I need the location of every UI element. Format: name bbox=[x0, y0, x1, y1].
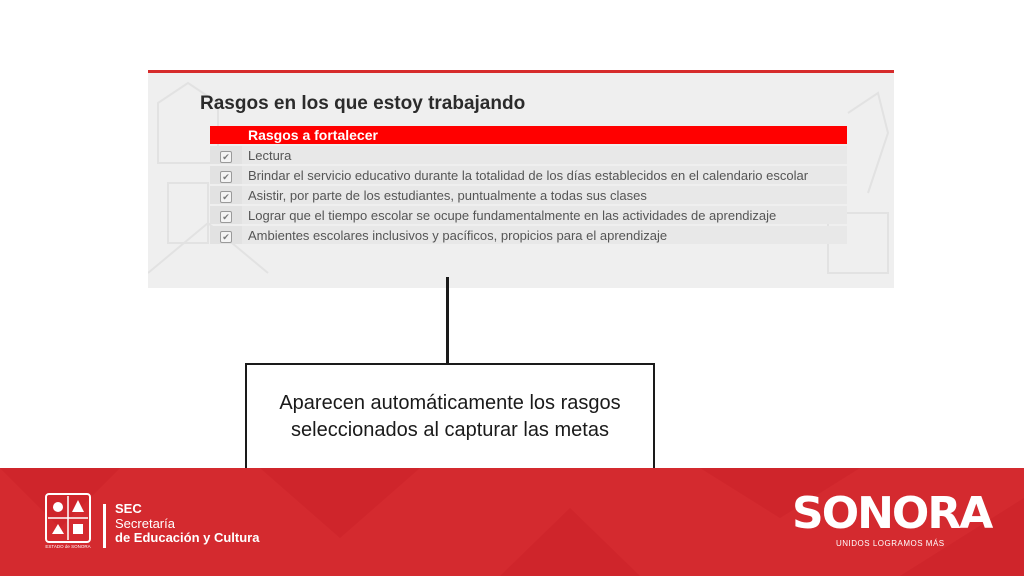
table-row bbox=[210, 186, 847, 204]
sonora-logo: SONORA bbox=[792, 488, 992, 539]
screenshot-panel bbox=[148, 70, 894, 288]
trait-label: Brindar el servicio educativo durante la totalidad de los días establecidos en el calendario escolar bbox=[242, 166, 847, 184]
sec-name-line2: de Educación y Cultura bbox=[115, 530, 260, 545]
table-row bbox=[210, 206, 847, 224]
traits-column-header: Rasgos a fortalecer bbox=[242, 126, 847, 144]
trait-label: Asistir, por parte de los estudiantes, puntualmente a todas sus clases bbox=[242, 186, 847, 204]
table-row bbox=[210, 146, 847, 164]
checkbox-cell bbox=[210, 166, 242, 184]
traits-table bbox=[210, 124, 847, 246]
traits-header-row bbox=[210, 126, 847, 144]
trait-label: Lograr que el tiempo escolar se ocupe fundamentalmente en las actividades de aprendizaje bbox=[242, 206, 847, 224]
callout-text: Aparecen automáticamente los rasgos seleccionados al capturar las metas bbox=[279, 392, 621, 441]
trait-checkbox[interactable]: ✔ bbox=[220, 211, 232, 223]
checkbox-column-header bbox=[210, 126, 242, 144]
trait-checkbox[interactable]: ✔ bbox=[220, 231, 232, 243]
divider-bar bbox=[103, 504, 106, 548]
checkbox-cell bbox=[210, 186, 242, 204]
table-row bbox=[210, 166, 847, 184]
trait-checkbox[interactable]: ✔ bbox=[220, 171, 232, 183]
trait-label: Ambientes escolares inclusivos y pacíficos, propicios para el aprendizaje bbox=[242, 226, 847, 244]
checkbox-cell bbox=[210, 206, 242, 224]
sonora-slogan: UNIDOS LOGRAMOS MÁS bbox=[836, 539, 945, 548]
page-title: Rasgos en los que estoy trabajando bbox=[200, 93, 526, 114]
trait-checkbox[interactable]: ✔ bbox=[220, 151, 232, 163]
checkbox-cell bbox=[210, 226, 242, 244]
table-row bbox=[210, 226, 847, 244]
trait-checkbox[interactable]: ✔ bbox=[220, 191, 232, 203]
checkbox-cell bbox=[210, 146, 242, 164]
sec-abbreviation: SEC bbox=[115, 501, 142, 516]
footer-banner bbox=[0, 468, 1024, 576]
state-seal-logo bbox=[44, 492, 92, 550]
callout-box bbox=[245, 363, 655, 471]
sec-name-line1: Secretaría bbox=[115, 516, 175, 531]
seal-caption: ESTADO de SONORA bbox=[45, 544, 91, 549]
callout-connector-line bbox=[446, 277, 449, 365]
trait-label: Lectura bbox=[242, 146, 847, 164]
